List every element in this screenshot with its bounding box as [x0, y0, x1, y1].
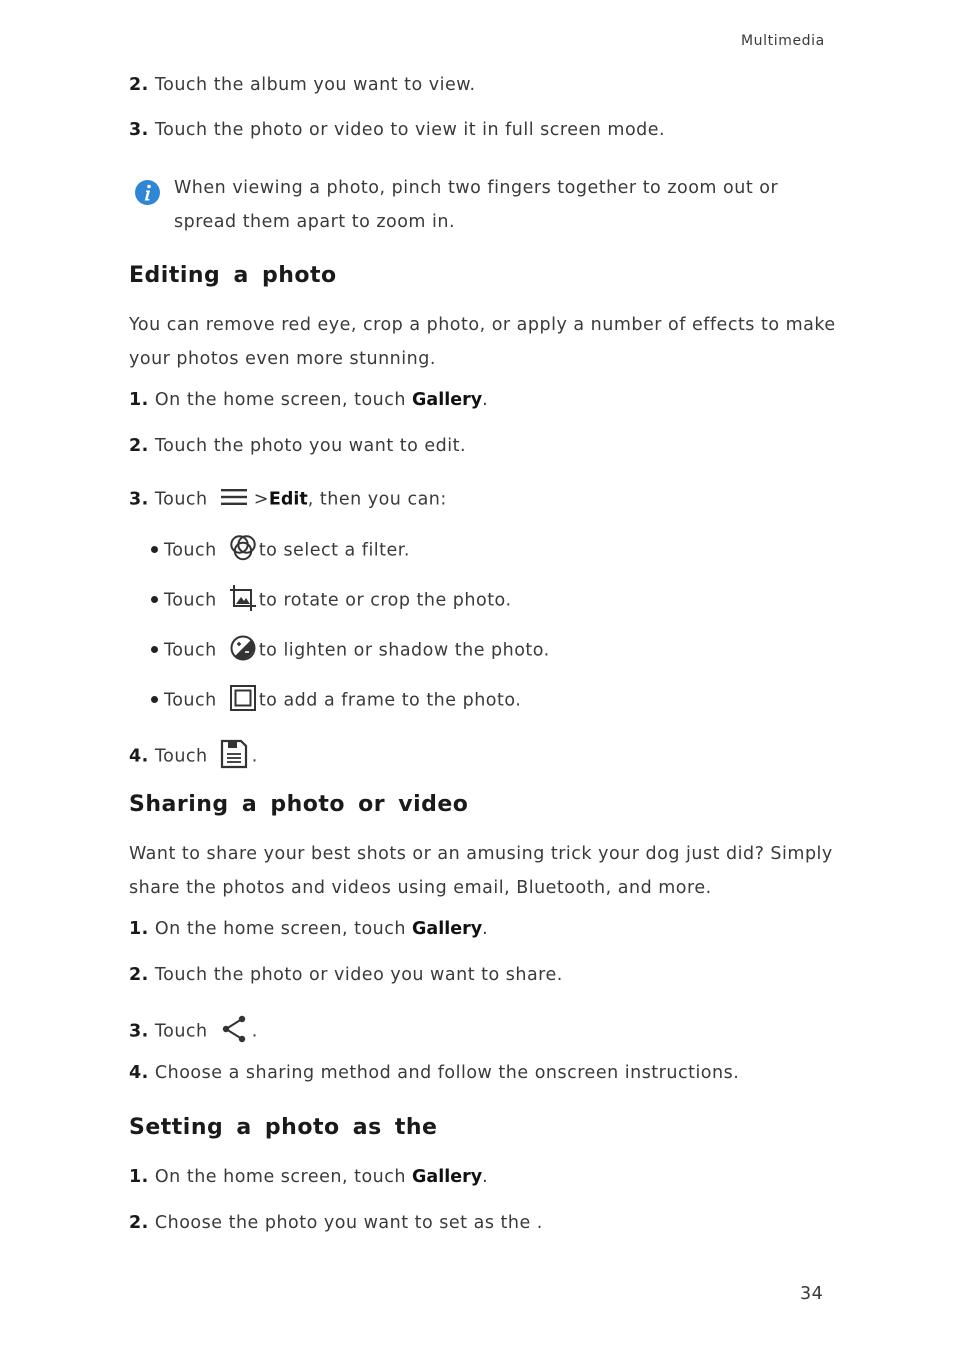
info-icon	[134, 179, 161, 210]
step-text: On the home screen, touch	[154, 919, 413, 939]
step-suffix: .	[482, 919, 489, 939]
bullet-filter	[151, 534, 410, 567]
filter-icon	[229, 534, 257, 567]
intro-step-2	[129, 75, 476, 95]
step-suffix: .	[482, 390, 489, 410]
step-text: Choose the photo you want to set as the .	[154, 1213, 543, 1233]
menu-separator: >	[253, 489, 269, 510]
editing-paragraph-line-2: your photos even more stunning.	[129, 349, 436, 369]
editing-step-2	[129, 436, 466, 456]
menu-icon	[220, 486, 248, 513]
step-text: Touch the photo or video to view it in full screen mode.	[154, 120, 666, 140]
sharing-step-2	[129, 965, 563, 985]
bullet-prefix: Touch	[164, 640, 217, 661]
bullet-prefix: Touch	[164, 540, 217, 561]
bullet-dot	[151, 696, 158, 703]
brightness-icon	[229, 634, 257, 667]
running-header: Multimedia	[741, 33, 825, 49]
step-text: On the home screen, touch	[154, 390, 413, 410]
bullet-text: to select a filter.	[258, 540, 410, 561]
step-suffix: .	[251, 746, 258, 767]
step-text: Touch	[154, 489, 208, 510]
sharing-paragraph-line-2: share the photos and videos using email, Bluetooth, and more.	[129, 878, 712, 898]
step-suffix: .	[482, 1167, 489, 1187]
bullet-dot	[151, 646, 158, 653]
section-title-setting: Setting a photo as the	[129, 1115, 438, 1140]
bullet-dot	[151, 596, 158, 603]
bullet-frame	[151, 684, 521, 717]
bullet-prefix: Touch	[164, 590, 217, 611]
editing-step-1	[129, 390, 488, 410]
bullet-text: to lighten or shadow the photo.	[258, 640, 550, 661]
bullet-crop	[151, 584, 512, 617]
step-number: 1.	[129, 1167, 149, 1187]
note-line-2: spread them apart to zoom in.	[174, 212, 456, 232]
note-line-1: When viewing a photo, pinch two fingers together to zoom out or	[174, 178, 779, 198]
sharing-paragraph-line-1: Want to share your best shots or an amusing trick your dog just did? Simply	[129, 844, 833, 864]
bullet-text: to add a frame to the photo.	[258, 690, 522, 711]
step-text: Touch	[154, 746, 208, 767]
edit-keyword: Edit	[268, 489, 308, 510]
share-icon	[220, 1015, 248, 1048]
crop-icon	[229, 584, 257, 617]
editing-step-4	[129, 739, 258, 774]
step-text: Touch the album you want to view.	[154, 75, 476, 95]
save-icon	[220, 739, 248, 774]
section-title-editing: Editing a photo	[129, 263, 337, 288]
step-number: 4.	[129, 746, 149, 767]
sharing-step-4	[129, 1063, 739, 1083]
step-text: On the home screen, touch	[154, 1167, 413, 1187]
bullet-prefix: Touch	[164, 690, 217, 711]
gallery-keyword: Gallery	[412, 919, 483, 939]
bullet-dot	[151, 546, 158, 553]
step-number: 2.	[129, 75, 149, 95]
frame-icon	[229, 684, 257, 717]
step-number: 2.	[129, 436, 149, 456]
sharing-step-1	[129, 919, 488, 939]
step-number: 3.	[129, 489, 149, 510]
page-number: 34	[800, 1284, 824, 1304]
gallery-keyword: Gallery	[412, 1167, 483, 1187]
step-text: Touch the photo or video you want to share.	[154, 965, 563, 985]
step-number: 2.	[129, 965, 149, 985]
bullet-brightness	[151, 634, 550, 667]
step-number: 4.	[129, 1063, 149, 1083]
setting-step-2	[129, 1213, 543, 1233]
step-number: 1.	[129, 919, 149, 939]
step-number: 1.	[129, 390, 149, 410]
step-number: 2.	[129, 1213, 149, 1233]
section-title-sharing: Sharing a photo or video	[129, 792, 469, 817]
step-suffix: , then you can:	[307, 489, 447, 510]
step-text: Touch the photo you want to edit.	[154, 436, 467, 456]
gallery-keyword: Gallery	[412, 390, 483, 410]
step-suffix: .	[251, 1021, 258, 1042]
bullet-text: to rotate or crop the photo.	[258, 590, 512, 611]
sharing-step-3	[129, 1015, 258, 1048]
setting-step-1	[129, 1167, 488, 1187]
intro-step-3	[129, 120, 665, 140]
step-number: 3.	[129, 1021, 149, 1042]
step-text: Touch	[154, 1021, 208, 1042]
editing-paragraph-line-1: You can remove red eye, crop a photo, or apply a number of effects to make	[129, 315, 836, 335]
editing-step-3	[129, 486, 447, 513]
step-text: Choose a sharing method and follow the onscreen instructions.	[154, 1063, 740, 1083]
step-number: 3.	[129, 120, 149, 140]
